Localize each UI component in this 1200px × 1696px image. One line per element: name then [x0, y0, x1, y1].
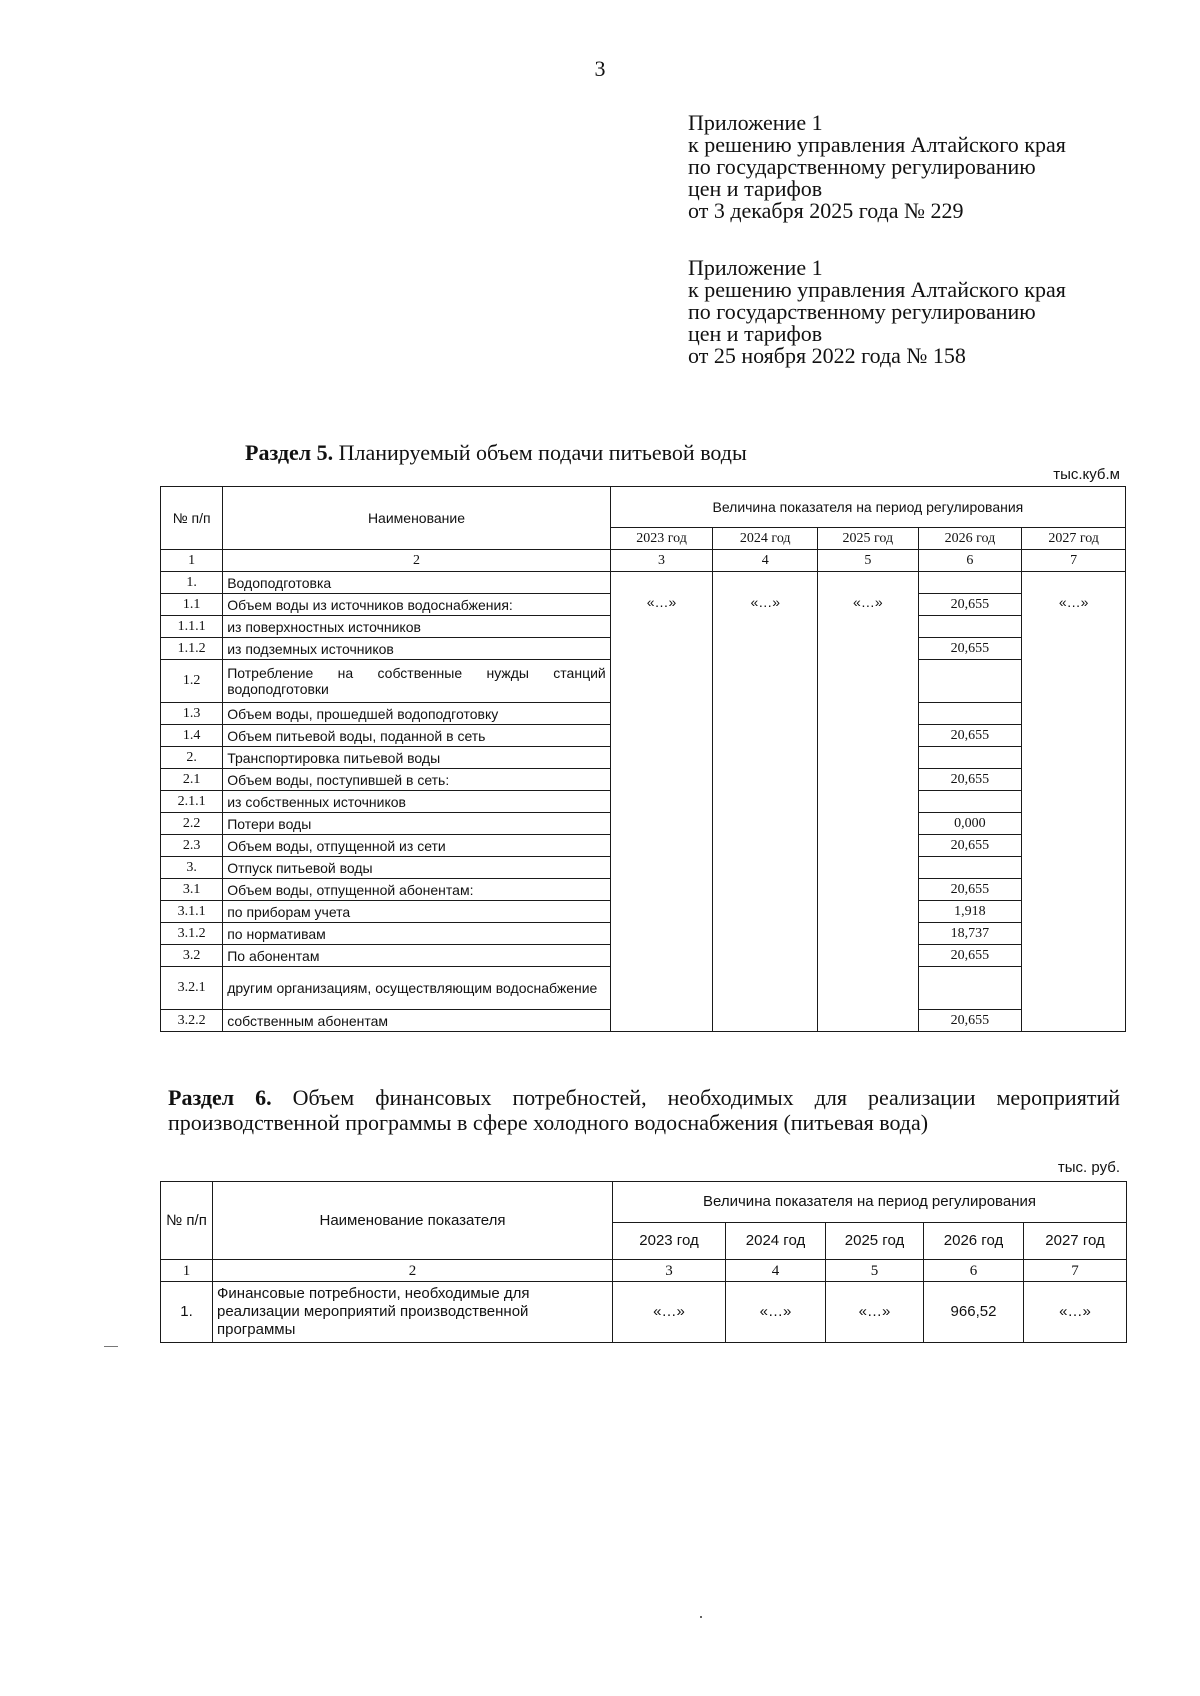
row-name: Потребление на собственные нужды станций водоподготовки: [223, 660, 611, 703]
column-index: 4: [713, 550, 818, 572]
value-2024: «…»: [726, 1282, 826, 1343]
value-2025: [818, 572, 918, 594]
value-2026: 20,655: [918, 594, 1022, 616]
appendix-line: по государственному регулированию: [688, 299, 1036, 324]
row-num: 1.1: [161, 594, 223, 616]
appendix-previous: [688, 257, 1066, 367]
row-name: по приборам учета: [223, 901, 611, 923]
row-name: Объем воды, отпущенной абонентам:: [223, 879, 611, 901]
column-index: 6: [924, 1260, 1024, 1282]
column-index: 3: [613, 1260, 726, 1282]
column-index: 4: [726, 1260, 826, 1282]
header-year-2023: 2023 год: [610, 528, 713, 550]
row-name: Транспортировка питьевой воды: [223, 747, 611, 769]
appendix-current: [688, 112, 1066, 222]
appendix-line: от 25 ноября 2022 года № 158: [688, 343, 966, 368]
value-2025: «…»: [826, 1282, 924, 1343]
header-num: № п/п: [161, 487, 223, 550]
value-2026: [918, 857, 1022, 879]
row-num: 3.: [161, 857, 223, 879]
value-2026: 18,737: [918, 923, 1022, 945]
row-num: 2.: [161, 747, 223, 769]
section6-title-text: Объем финансовых потребностей, необходимых для реализации мероприятий производственной программы в сфере холодного водоснабжения (питьевая вода): [168, 1085, 1120, 1135]
section5-title-text: Планируемый объем подачи питьевой воды: [333, 440, 747, 465]
header-year-2024: 2024 год: [726, 1223, 826, 1260]
row-num: 1.1.1: [161, 616, 223, 638]
row-num: 3.2.1: [161, 967, 223, 1010]
section5-table: [160, 486, 1126, 1032]
section6-title: [168, 1085, 1120, 1135]
row-num: 3.2.2: [161, 1010, 223, 1032]
value-2026: 1,918: [918, 901, 1022, 923]
header-year-2027: 2027 год: [1022, 528, 1126, 550]
section6-unit: тыс. руб.: [1057, 1159, 1120, 1176]
column-index: 6: [918, 550, 1022, 572]
row-num: 1.: [161, 572, 223, 594]
row-name: Объем воды, поступившей в сеть:: [223, 769, 611, 791]
row-name: Финансовые потребности, необходимые для реализации мероприятий производственной программы: [213, 1282, 613, 1343]
value-2023: «…»: [610, 594, 713, 1032]
row-num: 1.2: [161, 660, 223, 703]
row-name: Объем воды из источников водоснабжения:: [223, 594, 611, 616]
header-num: № п/п: [161, 1182, 213, 1260]
row-num: 3.2: [161, 945, 223, 967]
header-year-2025: 2025 год: [818, 528, 918, 550]
row-num: 2.1.1: [161, 791, 223, 813]
header-period-group: Величина показателя на период регулирования: [610, 487, 1125, 528]
column-index: 1: [161, 1260, 213, 1282]
column-index: 5: [826, 1260, 924, 1282]
column-index: 7: [1024, 1260, 1127, 1282]
row-num: 1.1.2: [161, 638, 223, 660]
value-2026: [918, 616, 1022, 638]
header-year-2026: 2026 год: [924, 1223, 1024, 1260]
section6-table: [160, 1181, 1127, 1343]
value-2026: [918, 791, 1022, 813]
value-2027: [1022, 572, 1126, 594]
appendix-line: цен и тарифов: [688, 176, 823, 201]
value-2024: [713, 572, 818, 594]
row-num: 3.1.2: [161, 923, 223, 945]
row-name: Потери воды: [223, 813, 611, 835]
table-row: [161, 572, 1126, 594]
row-name: Водоподготовка: [223, 572, 611, 594]
appendix-line: от 3 декабря 2025 года № 229: [688, 198, 964, 223]
value-2026: [918, 572, 1022, 594]
row-name: Объем воды, отпущенной из сети: [223, 835, 611, 857]
page-number: 3: [594, 56, 606, 81]
row-name: по нормативам: [223, 923, 611, 945]
scan-speck: [700, 1616, 702, 1618]
value-2023: «…»: [613, 1282, 726, 1343]
row-name: из собственных источников: [223, 791, 611, 813]
row-num: 1.: [161, 1282, 213, 1343]
appendix-line: к решению управления Алтайского края: [688, 277, 1066, 302]
row-name: Объем питьевой воды, поданной в сеть: [223, 725, 611, 747]
header-year-2027: 2027 год: [1024, 1223, 1127, 1260]
appendix-line: Приложение 1: [688, 110, 823, 135]
value-2026: 20,655: [918, 725, 1022, 747]
value-2026: [918, 747, 1022, 769]
value-2024: «…»: [713, 594, 818, 1032]
header-year-2025: 2025 год: [826, 1223, 924, 1260]
row-num: 3.1.1: [161, 901, 223, 923]
column-index: 5: [818, 550, 918, 572]
value-2027: «…»: [1022, 594, 1126, 1032]
section5-title-bold: Раздел 5.: [245, 440, 334, 465]
value-2023: [610, 572, 713, 594]
appendix-line: Приложение 1: [688, 255, 823, 280]
header-year-2023: 2023 год: [613, 1223, 726, 1260]
row-num: 3.1: [161, 879, 223, 901]
value-2026: 20,655: [918, 769, 1022, 791]
table-row: [161, 594, 1126, 616]
value-2026: 20,655: [918, 879, 1022, 901]
value-2026: 20,655: [918, 638, 1022, 660]
column-index: 2: [213, 1260, 613, 1282]
row-num: 2.3: [161, 835, 223, 857]
header-name: Наименование показателя: [213, 1182, 613, 1260]
value-2026: [918, 660, 1022, 703]
table-row: [161, 1282, 1127, 1343]
row-num: 2.2: [161, 813, 223, 835]
appendix-line: по государственному регулированию: [688, 154, 1036, 179]
scan-mark: [104, 1346, 118, 1347]
column-index: 2: [223, 550, 611, 572]
row-name: Объем воды, прошедшей водоподготовку: [223, 703, 611, 725]
value-2026: 20,655: [918, 835, 1022, 857]
header-period-group: Величина показателя на период регулирования: [613, 1182, 1127, 1223]
value-2025: «…»: [818, 594, 918, 1032]
column-index: 1: [161, 550, 223, 572]
section5-unit: тыс.куб.м: [1053, 466, 1120, 483]
row-name: из подземных источников: [223, 638, 611, 660]
row-num: 1.3: [161, 703, 223, 725]
row-num: 2.1: [161, 769, 223, 791]
value-2027: «…»: [1024, 1282, 1127, 1343]
column-index: 7: [1022, 550, 1126, 572]
header-year-2024: 2024 год: [713, 528, 818, 550]
value-2026: 20,655: [918, 945, 1022, 967]
value-2026: 0,000: [918, 813, 1022, 835]
value-2026: [918, 967, 1022, 1010]
appendix-line: к решению управления Алтайского края: [688, 132, 1066, 157]
appendix-line: цен и тарифов: [688, 321, 823, 346]
row-num: 1.4: [161, 725, 223, 747]
header-year-2026: 2026 год: [918, 528, 1022, 550]
value-2026: [918, 703, 1022, 725]
row-name: другим организациям, осуществляющим водоснабжение: [223, 967, 611, 1010]
section6-title-bold: Раздел 6.: [168, 1085, 272, 1110]
header-name: Наименование: [223, 487, 611, 550]
row-name: Отпуск питьевой воды: [223, 857, 611, 879]
value-2026: 966,52: [924, 1282, 1024, 1343]
value-2026: 20,655: [918, 1010, 1022, 1032]
row-name: из поверхностных источников: [223, 616, 611, 638]
column-index: 3: [610, 550, 713, 572]
row-name: собственным абонентам: [223, 1010, 611, 1032]
section5-title: [245, 440, 747, 465]
row-name: По абонентам: [223, 945, 611, 967]
